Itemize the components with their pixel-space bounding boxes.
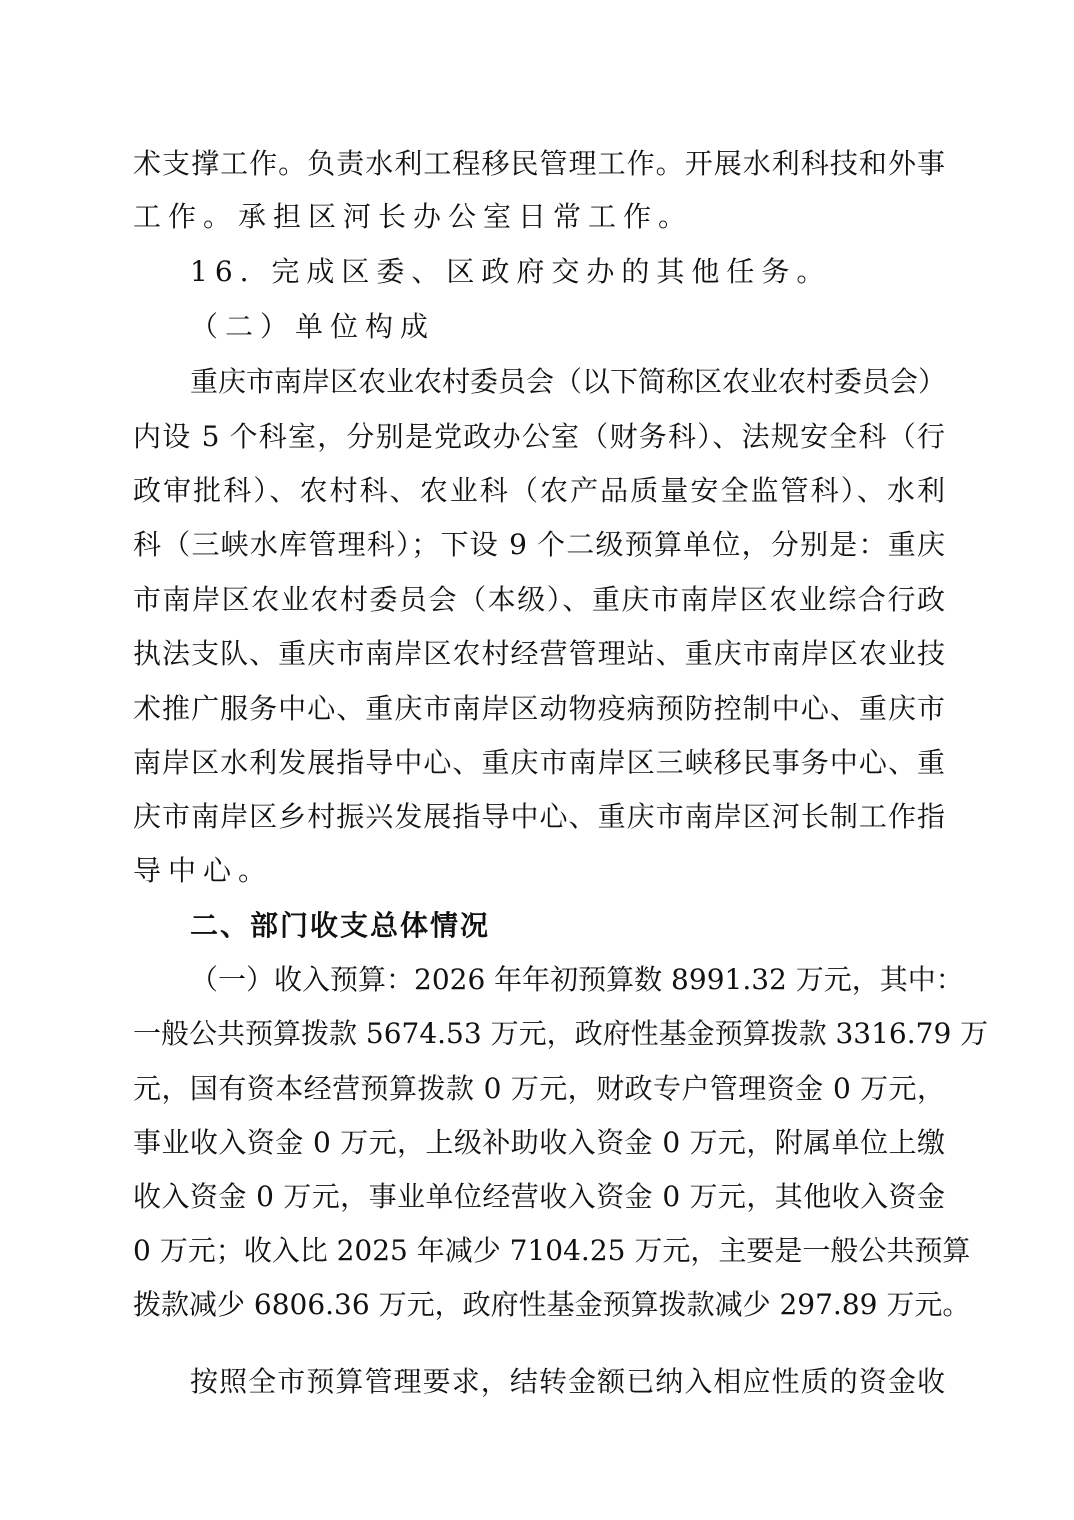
body-text-line: 重庆市南岸区农业农村委员会（以下简称区农业农村委员会） [190, 365, 947, 398]
body-text-line: 工作。承担区河长办公室日常工作。 [133, 200, 694, 233]
body-text-line: 科（三峡水库管理科）；下设 9 个二级预算单位，分别是：重庆 [133, 528, 945, 561]
body-text-line: 市南岸区农业农村委员会（本级）、重庆市南岸区农业综合行政 [133, 583, 945, 616]
body-text-line: 拨款减少 6806.36 万元，政府性基金预算拨款减少 297.89 万元。 [133, 1288, 971, 1321]
body-text-line: 庆市南岸区乡村振兴发展指导中心、重庆市南岸区河长制工作指 [133, 800, 945, 833]
body-text-line: 按照全市预算管理要求，结转金额已纳入相应性质的资金收 [190, 1365, 945, 1398]
section-heading-unit-composition: （二）单位构成 [190, 310, 436, 343]
body-text-line: 内设 5 个科室，分别是党政办公室（财务科）、法规安全科（行 [133, 420, 945, 453]
body-text-line: 执法支队、重庆市南岸区农村经营管理站、重庆市南岸区农业技 [133, 637, 945, 670]
body-text-line: 术支撑工作。负责水利工程移民管理工作。开展水利科技和外事 [133, 147, 945, 180]
section-heading-budget-overview: 二、部门收支总体情况 [190, 909, 491, 942]
body-text-line: （一）收入预算：2026 年年初预算数 8991.32 万元，其中： [190, 963, 964, 996]
body-text-line: 元，国有资本经营预算拨款 0 万元，财政专户管理资金 0 万元， [133, 1072, 945, 1105]
body-text-line: 术推广服务中心、重庆市南岸区动物疫病预防控制中心、重庆市 [133, 692, 945, 725]
list-item-16: 16. 完成区委、区政府交办的其他任务。 [190, 255, 832, 288]
body-text-line: 南岸区水利发展指导中心、重庆市南岸区三峡移民事务中心、重 [133, 746, 945, 779]
body-text-line: 导中心。 [133, 854, 274, 887]
body-text-line: 一般公共预算拨款 5674.53 万元，政府性基金预算拨款 3316.79 万 [133, 1017, 989, 1050]
body-text-line: 事业收入资金 0 万元，上级补助收入资金 0 万元，附属单位上缴 [133, 1126, 945, 1159]
body-text-line: 政审批科）、农村科、农业科（农产品质量安全监管科）、水利 [133, 474, 945, 507]
body-text-line: 收入资金 0 万元，事业单位经营收入资金 0 万元，其他收入资金 [133, 1180, 945, 1213]
body-text-line: 0 万元；收入比 2025 年减少 7104.25 万元，主要是一般公共预算 [133, 1234, 971, 1267]
